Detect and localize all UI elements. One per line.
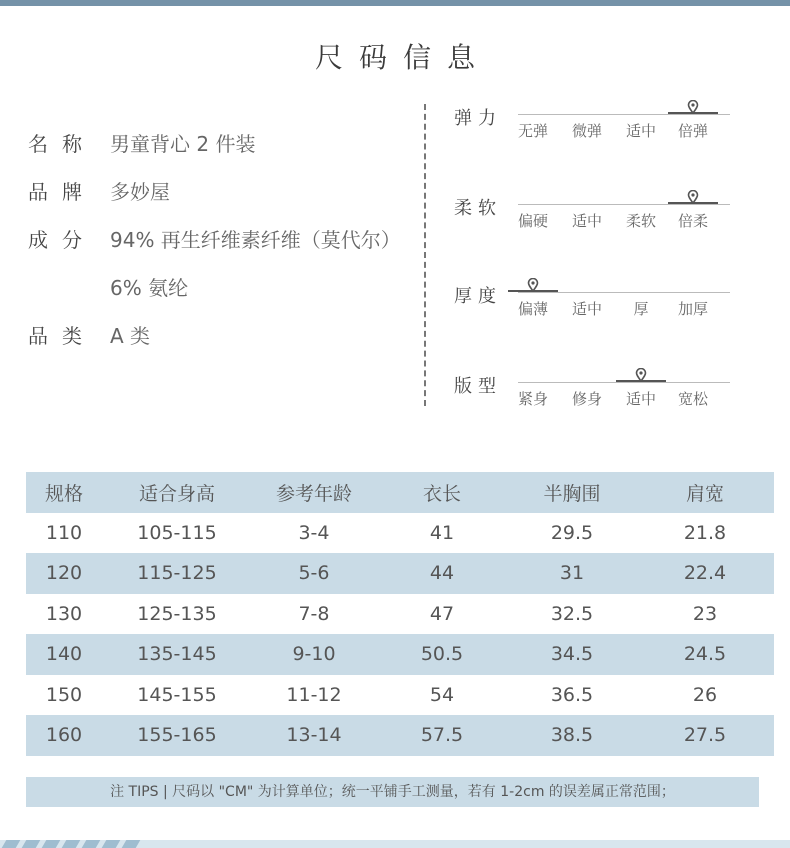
table-cell: 38.5 (508, 715, 636, 756)
selected-marker (508, 280, 558, 292)
location-pin-icon (527, 278, 539, 292)
scale-option: 厚 (633, 300, 649, 318)
table-header-cell: 半胸围 (508, 472, 636, 513)
table-header-cell: 肩宽 (636, 472, 774, 513)
decor-stripe (22, 840, 41, 848)
scale-option: 柔软 (625, 212, 656, 230)
attribute-scale (454, 104, 744, 154)
table-cell: 26 (692, 683, 718, 706)
table-cell: 11-12 (286, 683, 342, 706)
scale-option: 偏薄 (517, 300, 548, 318)
table-cell: 145-155 (137, 683, 217, 706)
decor-stripe (122, 840, 141, 848)
attribute-label: 厚度 (454, 286, 502, 307)
table-cell: 3-4 (298, 521, 330, 544)
scale-option: 倍弹 (677, 122, 708, 140)
bottom-decor-bar (0, 840, 790, 848)
scale-option: 偏硬 (517, 212, 548, 230)
table-cell: 150 (45, 683, 83, 706)
table-cell: 155-165 (102, 715, 252, 756)
selected-marker (616, 370, 666, 382)
scale-option: 紧身 (517, 390, 548, 408)
size-table (26, 472, 774, 756)
attribute-label: 弹力 (454, 108, 502, 129)
table-header-cell: 参考年龄 (252, 472, 376, 513)
info-label: 品类 (28, 324, 96, 348)
scale-line (518, 382, 730, 383)
table-cell: 105-115 (137, 521, 217, 544)
table-cell: 5-6 (252, 553, 376, 594)
location-pin-icon (635, 368, 647, 382)
info-label: 成分 (28, 228, 96, 252)
info-value: 94% 再生纤维素纤维（莫代尔） (110, 228, 401, 252)
scale-option: 倍柔 (677, 212, 708, 230)
selected-marker (668, 192, 718, 204)
info-row-name (28, 128, 255, 157)
attribute-label: 版型 (454, 376, 502, 397)
table-cell: 22.4 (636, 553, 774, 594)
table-cell: 115-125 (102, 553, 252, 594)
table-cell: 47 (429, 602, 455, 625)
scale-option: 宽松 (677, 390, 708, 408)
decor-stripe (82, 840, 101, 848)
scale-option: 适中 (571, 212, 602, 230)
scale-option: 修身 (571, 390, 602, 408)
table-cell: 24.5 (636, 634, 774, 675)
table-cell: 29.5 (550, 521, 594, 544)
info-row-composition-2 (28, 272, 188, 301)
table-cell: 130 (45, 602, 83, 625)
vertical-divider (424, 104, 426, 406)
table-cell: 140 (26, 634, 102, 675)
info-row-brand (28, 176, 170, 205)
info-label: 名称 (28, 132, 96, 156)
scale-option: 无弹 (517, 122, 548, 140)
scale-option: 适中 (625, 122, 656, 140)
decor-stripe (102, 840, 121, 848)
table-cell: 54 (429, 683, 455, 706)
table-cell: 31 (508, 553, 636, 594)
scale-option: 加厚 (677, 300, 708, 318)
table-row (26, 553, 774, 594)
top-accent-bar (0, 0, 790, 6)
table-cell: 44 (376, 553, 508, 594)
table-header-cell: 衣长 (376, 472, 508, 513)
decor-stripe (62, 840, 81, 848)
table-cell: 23 (692, 602, 718, 625)
scale-option: 适中 (571, 300, 602, 318)
table-cell: 9-10 (252, 634, 376, 675)
table-row (26, 675, 774, 716)
selected-marker (668, 102, 718, 114)
table-cell: 7-8 (298, 602, 330, 625)
table-cell: 50.5 (376, 634, 508, 675)
info-value: 男童背心 2 件装 (110, 132, 256, 156)
scale-line (518, 114, 730, 115)
table-header-cell: 规格 (26, 472, 102, 513)
table-cell: 13-14 (252, 715, 376, 756)
table-row (26, 634, 774, 675)
info-value: 多妙屋 (110, 180, 170, 204)
table-cell: 41 (429, 521, 455, 544)
table-cell: 125-135 (137, 602, 217, 625)
location-pin-icon (687, 190, 699, 204)
table-row (26, 594, 774, 635)
table-cell: 135-145 (102, 634, 252, 675)
table-cell: 32.5 (550, 602, 594, 625)
info-row-composition (28, 224, 401, 253)
table-cell: 34.5 (508, 634, 636, 675)
table-cell: 120 (26, 553, 102, 594)
scale-option: 适中 (625, 390, 656, 408)
info-value: 6% 氨纶 (110, 276, 189, 300)
table-header-row (26, 472, 774, 513)
attribute-scale (454, 372, 744, 422)
table-row (26, 715, 774, 756)
tips-note: 注 TIPS | 尺码以 "CM" 为计算单位；统一平铺手工测量，若有 1-2cm 的误差属正常范围； (26, 777, 759, 807)
info-value: A 类 (110, 324, 151, 348)
table-cell: 57.5 (376, 715, 508, 756)
decor-stripe (2, 840, 21, 848)
scale-line (518, 204, 730, 205)
table-row (26, 513, 774, 554)
table-cell: 36.5 (550, 683, 594, 706)
attribute-label: 柔软 (454, 198, 502, 219)
info-row-category (28, 320, 150, 349)
table-cell: 110 (45, 521, 83, 544)
attribute-scale (454, 282, 744, 332)
attribute-scale (454, 194, 744, 244)
scale-option: 微弹 (571, 122, 602, 140)
table-header-cell: 适合身高 (102, 472, 252, 513)
table-cell: 21.8 (683, 521, 727, 544)
table-cell: 160 (26, 715, 102, 756)
location-pin-icon (687, 100, 699, 114)
table-cell: 27.5 (636, 715, 774, 756)
decor-stripe (42, 840, 61, 848)
info-label: 品牌 (28, 180, 96, 204)
page-title: 尺码信息 (314, 41, 491, 74)
scale-line (518, 292, 730, 293)
